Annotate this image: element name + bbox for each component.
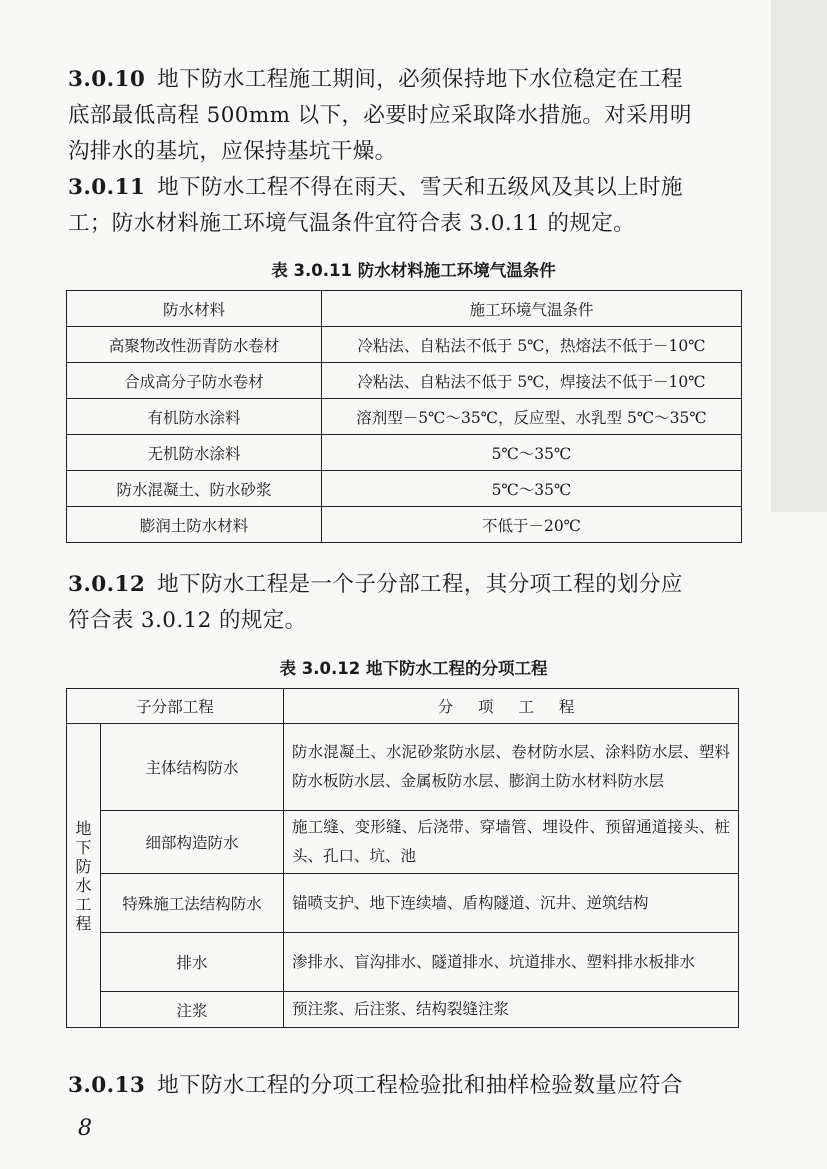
group-label-cell <box>67 724 101 1028</box>
column-header: 施工环境气温条件 <box>322 291 742 327</box>
clause-3-0-12 <box>68 567 744 639</box>
table-caption: 表 3.0.12 地下防水工程的分项工程 <box>279 659 548 678</box>
material-cell: 无机防水涂料 <box>67 435 322 471</box>
material-cell: 膨润土防水材料 <box>67 507 322 543</box>
page-number: 8 <box>78 1116 92 1141</box>
table-row <box>67 992 739 1028</box>
sub-item-name: 细部构造防水 <box>101 811 284 874</box>
sub-item-name: 主体结构防水 <box>101 724 284 811</box>
condition-cell: 溶剂型－5℃～35℃，反应型、水乳型 5℃～35℃ <box>322 399 742 435</box>
sub-item-name: 排水 <box>101 933 284 992</box>
material-cell: 高聚物改性沥青防水卷材 <box>67 327 322 363</box>
table-caption: 表 3.0.11 防水材料施工环境气温条件 <box>271 261 556 280</box>
condition-cell: 5℃～35℃ <box>322 471 742 507</box>
column-header: 子分部工程 <box>67 689 284 724</box>
table-row <box>67 435 742 471</box>
clause-number: 3.0.10 <box>68 67 146 92</box>
sub-item-detail: 施工缝、变形缝、后浇带、穿墙管、埋设件、预留通道接头、桩头、孔口、坑、池 <box>284 811 739 874</box>
clause-text-line: 符合表 3.0.12 的规定。 <box>68 608 307 633</box>
clause-text-line: 地下防水工程施工期间，必须保持地下水位稳定在工程 <box>157 67 683 92</box>
table-header-row <box>67 689 739 724</box>
table-row <box>67 327 742 363</box>
clause-number: 3.0.11 <box>68 175 146 200</box>
table-row <box>67 399 742 435</box>
condition-cell: 不低于－20℃ <box>322 507 742 543</box>
clause-text-line: 工；防水材料施工环境气温条件宜符合表 3.0.11 的规定。 <box>68 211 636 236</box>
condition-cell: 冷粘法、自粘法不低于 5℃，焊接法不低于－10℃ <box>322 363 742 399</box>
clause-text-line: 沟排水的基坑，应保持基坑干燥。 <box>68 139 397 164</box>
sub-item-detail: 渗排水、盲沟排水、隧道排水、坑道排水、塑料排水板排水 <box>284 933 739 992</box>
column-header: 分 项 工 程 <box>284 689 739 724</box>
condition-cell: 冷粘法、自粘法不低于 5℃，热熔法不低于－10℃ <box>322 327 742 363</box>
table-row <box>67 874 739 933</box>
clause-text-line: 地下防水工程的分项工程检验批和抽样检验数量应符合 <box>157 1073 683 1098</box>
table-row <box>67 471 742 507</box>
table-row <box>67 811 739 874</box>
clause-3-0-11 <box>68 170 744 242</box>
column-header: 防水材料 <box>67 291 322 327</box>
clause-number: 3.0.12 <box>68 572 146 597</box>
table-row <box>67 363 742 399</box>
page-edge-strip <box>771 0 827 512</box>
table-header-row <box>67 291 742 327</box>
sub-item-name: 注浆 <box>101 992 284 1028</box>
material-cell: 防水混凝土、防水砂浆 <box>67 471 322 507</box>
material-cell: 有机防水涂料 <box>67 399 322 435</box>
clause-number: 3.0.13 <box>68 1073 146 1098</box>
sub-item-name: 特殊施工法结构防水 <box>101 874 284 933</box>
clause-3-0-10 <box>68 62 744 170</box>
clause-text-line: 底部最低高程 500mm 以下，必要时应采取降水措施。对采用明 <box>68 103 692 128</box>
condition-cell: 5℃～35℃ <box>322 435 742 471</box>
sub-item-detail: 预注浆、后注浆、结构裂缝注浆 <box>284 992 739 1028</box>
table-row <box>67 933 739 992</box>
group-label: 地下防水工程 <box>75 818 92 933</box>
clause-text-line: 地下防水工程是一个子分部工程，其分项工程的划分应 <box>157 572 683 597</box>
sub-items-table <box>66 688 739 1028</box>
clause-text-line: 地下防水工程不得在雨天、雪天和五级风及其以上时施 <box>157 175 683 200</box>
sub-item-detail: 防水混凝土、水泥砂浆防水层、卷材防水层、涂料防水层、塑料防水板防水层、金属板防水层、膨润土防水材料防水层 <box>284 724 739 811</box>
clause-3-0-13 <box>68 1068 744 1104</box>
material-cell: 合成高分子防水卷材 <box>67 363 322 399</box>
sub-item-detail: 锚喷支护、地下连续墙、盾构隧道、沉井、逆筑结构 <box>284 874 739 933</box>
temperature-conditions-table <box>66 290 742 543</box>
table-row <box>67 507 742 543</box>
table-row <box>67 724 739 811</box>
